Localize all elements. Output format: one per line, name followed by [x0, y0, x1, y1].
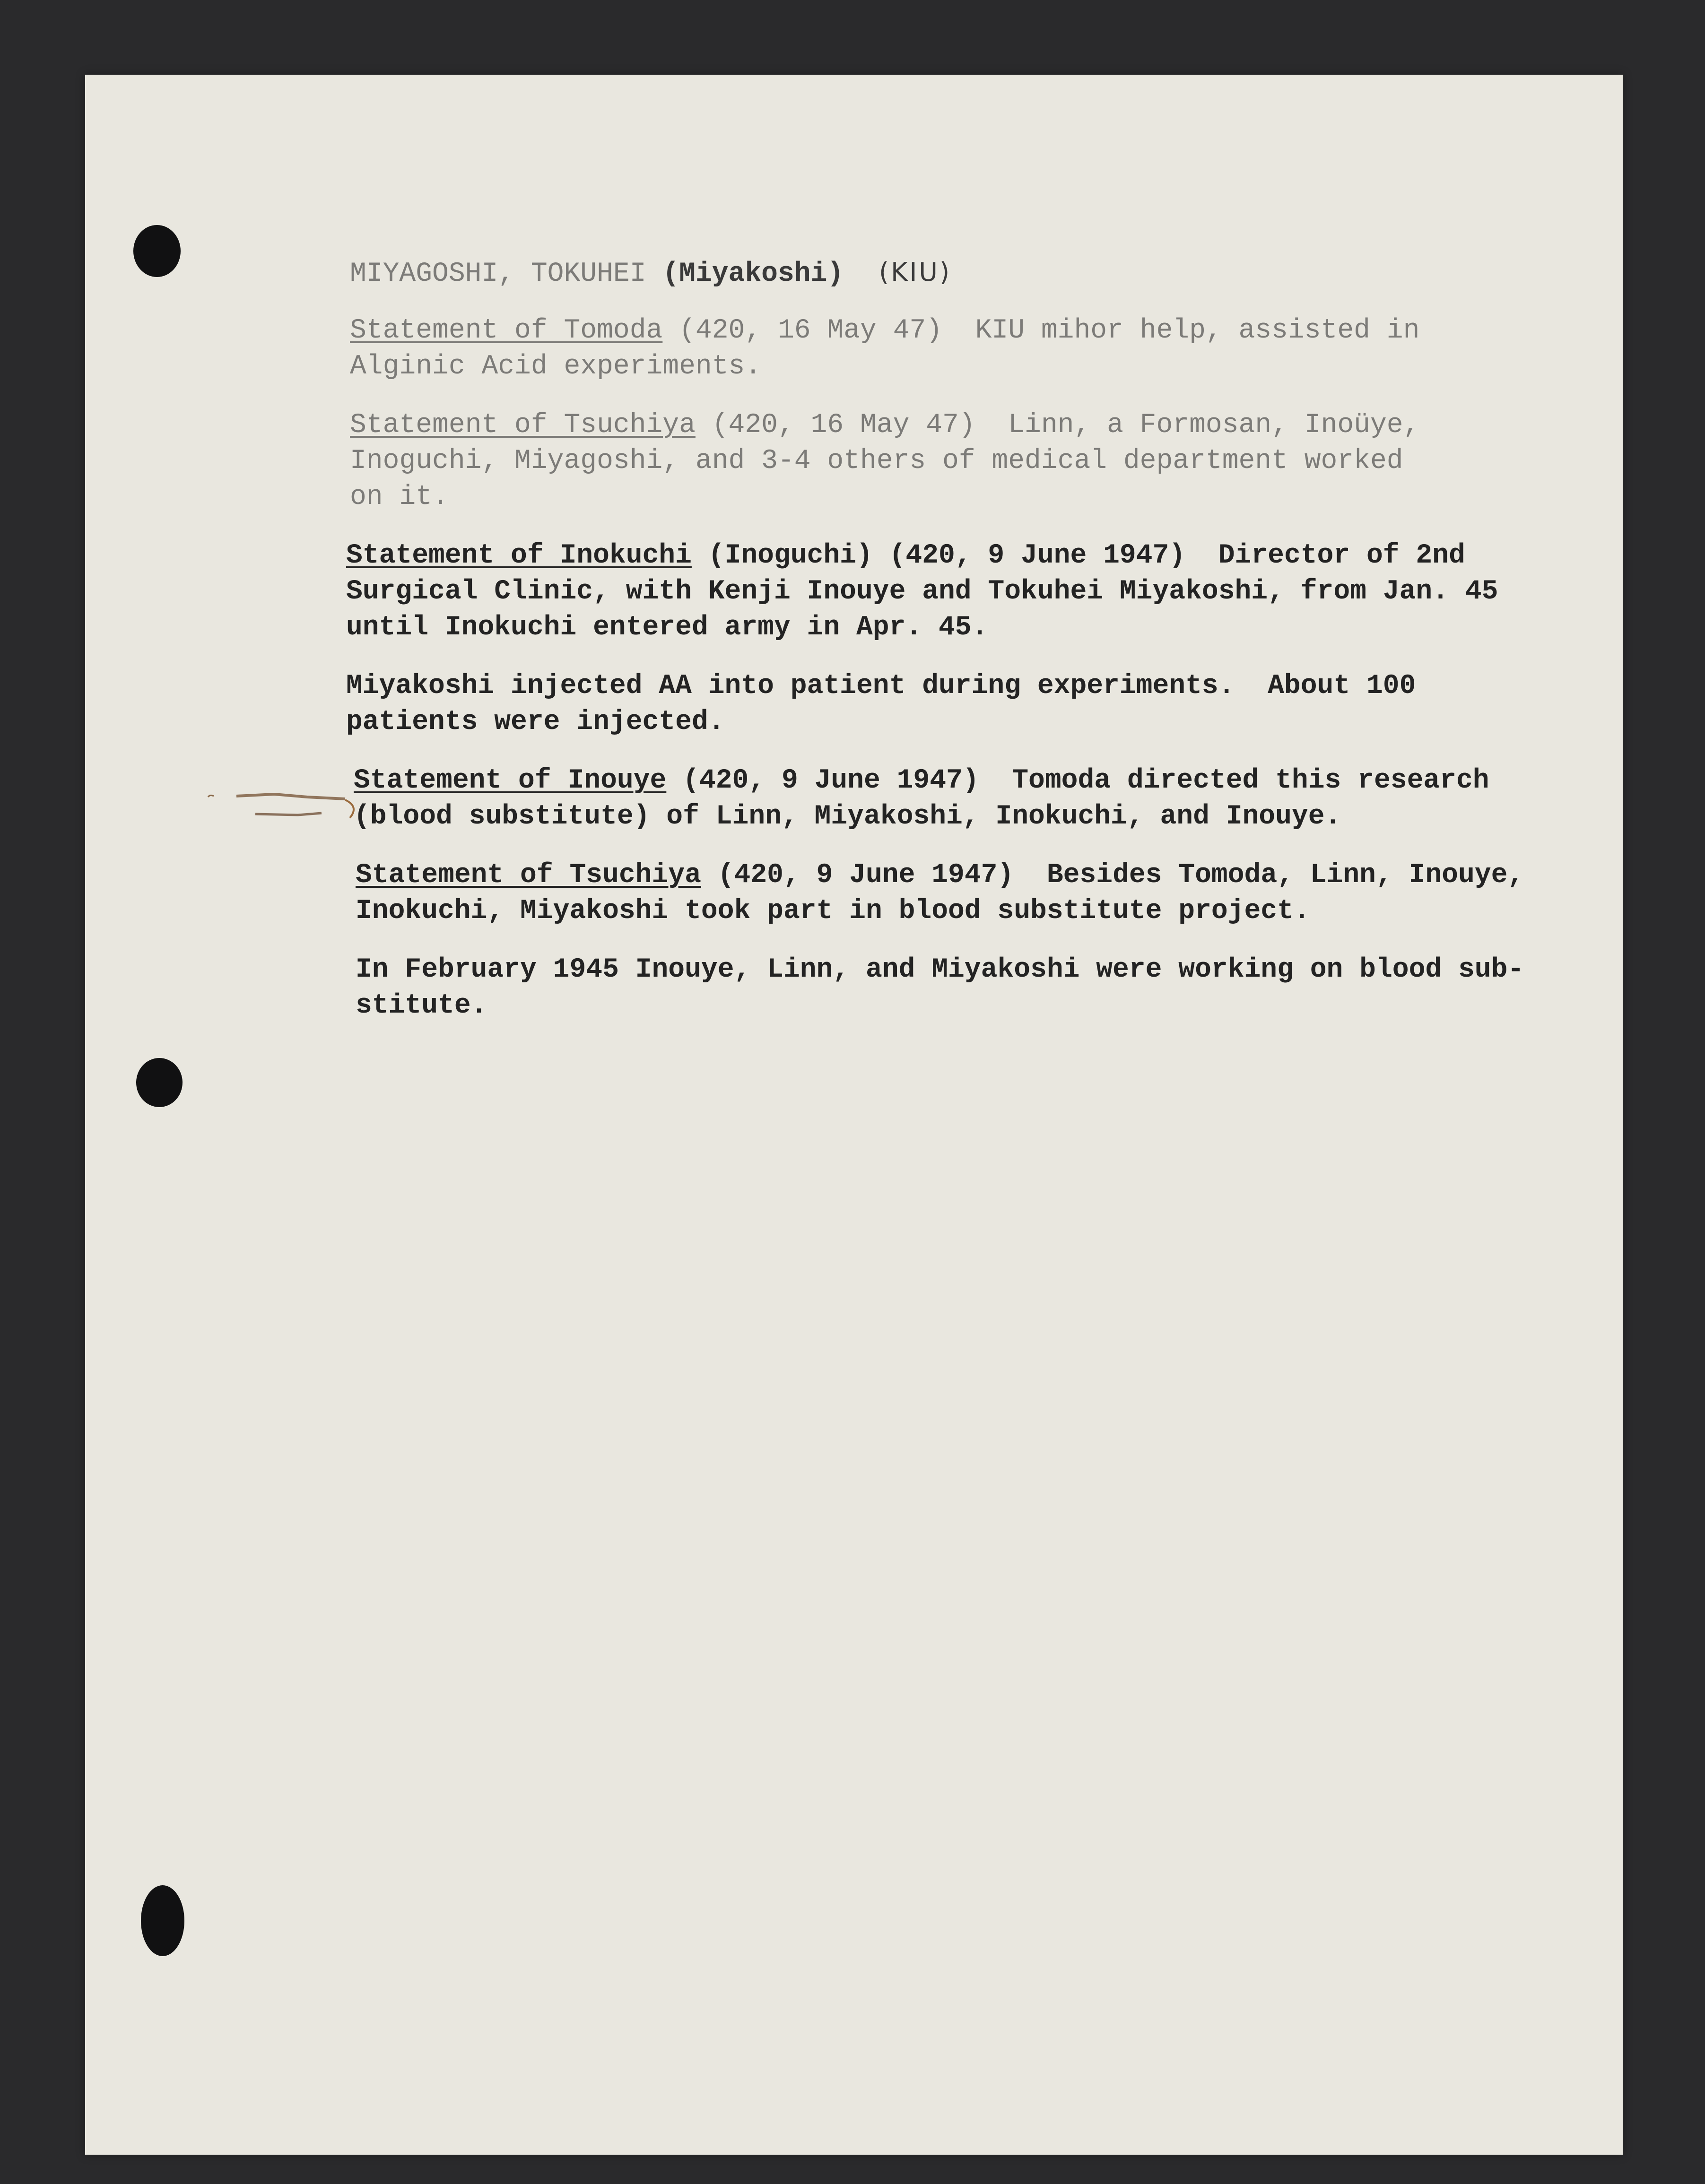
statement-tsuchiya-june — [356, 858, 1579, 929]
statement-source: Statement of Inokuchi — [346, 540, 692, 571]
heading-handwritten-note: (KIU) — [879, 257, 952, 287]
document-body — [346, 254, 1579, 1047]
punch-hole-middle — [136, 1058, 183, 1107]
rust-stain-mark — [203, 788, 364, 825]
miyakoshi-injection-note — [346, 668, 1579, 740]
statement-tsuchiya-may — [350, 407, 1579, 515]
document-page — [85, 75, 1623, 2155]
punch-hole-top — [133, 225, 181, 277]
document-heading — [350, 254, 1579, 292]
statement-text: (Inoguchi) (420, 9 June 1947) Director of 2nd Surgical Clinic, with Kenji Inouye and Tokuhei Miyakoshi, from Jan. 45 until Inokuchi entered army in Apr. 45. — [346, 540, 1498, 643]
statement-text: (420, 16 May 47) Linn, a Formosan, Inoüye, Inoguchi, Miyagoshi, and 3-4 others of medical department worked on it. — [350, 410, 1420, 512]
statement-source: Statement of Inouye — [354, 765, 667, 796]
punch-hole-bottom — [141, 1885, 184, 1956]
statement-inouye — [354, 763, 1579, 835]
statement-tomoda — [350, 313, 1579, 385]
heading-alt-name: (Miyakoshi) — [662, 259, 844, 289]
statement-text: Miyakoshi injected AA into patient during experiments. About 100 patients were injected. — [346, 671, 1416, 737]
heading-name: MIYAGOSHI, TOKUHEI — [350, 259, 646, 289]
statement-source: Statement of Tsuchiya — [356, 860, 701, 891]
statement-text: In February 1945 Inouye, Linn, and Miyakoshi were working on blood sub- stitute. — [356, 954, 1524, 1021]
statement-text: (420, 9 June 1947) Besides Tomoda, Linn, Inouye, Inokuchi, Miyakoshi took part in blood substitute project. — [356, 860, 1524, 927]
statement-source: Statement of Tsuchiya — [350, 410, 696, 441]
february-1945-note — [356, 952, 1579, 1024]
statement-text: (420, 9 June 1947) Tomoda directed this research (blood substitute) of Linn, Miyakoshi, Inokuchi, and Inouye. — [354, 765, 1489, 832]
statement-text: (420, 16 May 47) KIU mihor help, assisted in Alginic Acid experiments. — [350, 315, 1420, 382]
statement-source: Statement of Tomoda — [350, 315, 663, 346]
statement-inokuchi — [346, 538, 1579, 646]
